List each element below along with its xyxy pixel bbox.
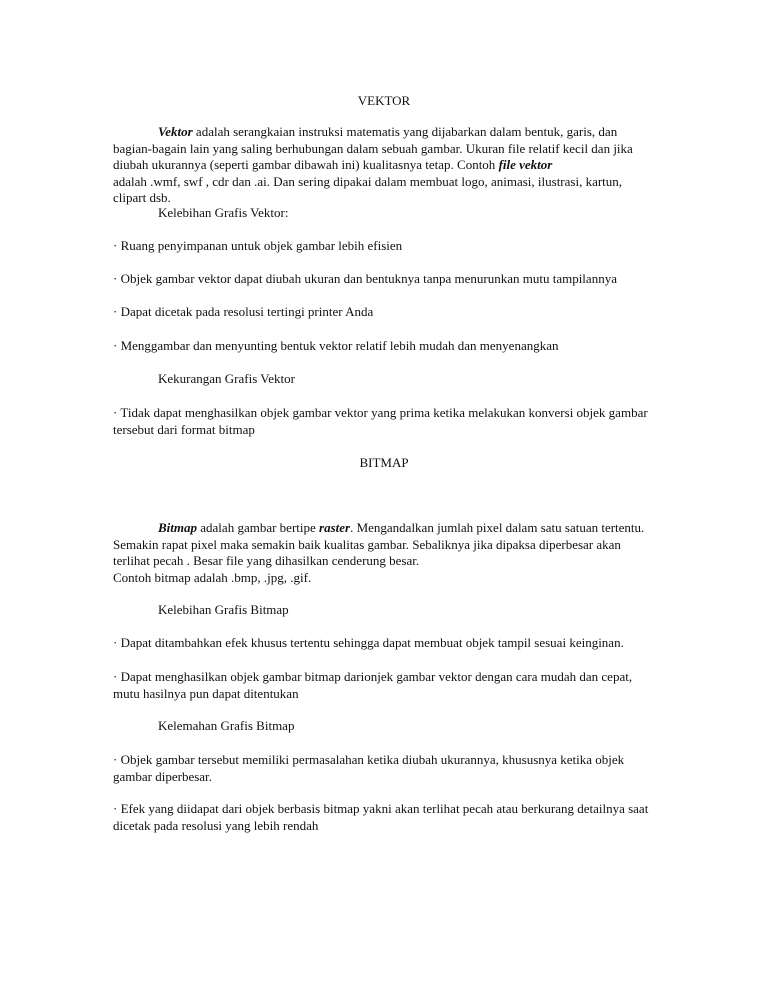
bitmap-intro — [113, 520, 658, 586]
bitmap-title: BITMAP — [359, 455, 409, 470]
raster-term: raster — [319, 520, 351, 535]
vektor-kekurangan-item: · Tidak dapat menghasilkan objek gambar vektor yang prima ketika melakukan konversi objek gambar tersebut dari format bitmap — [113, 405, 648, 437]
vektor-intro-text-2: adalah .wmf, swf , cdr dan .ai. Dan sering dipakai dalam membuat logo, animasi, ilustrasi, kartun, clipart dsb. — [113, 173, 623, 205]
bitmap-term: Bitmap — [158, 520, 198, 535]
vektor-title: VEKTOR — [357, 93, 411, 108]
bitmap-kelebihan-item: · Dapat menghasilkan objek gambar bitmap darionjek gambar vektor dengan cara mudah dan cepat, mutu hasilnya pun dapat ditentukan — [113, 669, 633, 701]
vektor-kelebihan-item: · Ruang penyimpanan untuk objek gambar lebih efisien — [113, 238, 403, 253]
vektor-kelebihan-item: · Objek gambar vektor dapat diubah ukuran dan bentuknya tanpa menurunkan mutu tampilannya — [113, 271, 617, 286]
file-vektor-term: file vektor — [498, 157, 553, 172]
bitmap-kelemahan-item: · Objek gambar tersebut memiliki permasalahan ketika diubah ukurannya, khususnya ketika objek gambar diperbesar. — [113, 752, 625, 784]
vektor-intro-text: adalah serangkaian instruksi matematis yang dijabarkan dalam bentuk, garis, dan bagian-bagain lain yang saling berhubungan dalam sebuah gambar. Ukuran file relatif kecil dan jika diubah ukurannya (seperti gambar dibawah ini) kualitasnya tetap. Contoh — [113, 124, 633, 172]
bitmap-intro-text-2: . Mengandalkan jumlah pixel dalam satu satuan tertentu. Semakin rapat pixel maka semakin baik kualitas gambar. Sebaliknya jika dipaksa diperbesar akan terlihat pecah . Besar file yang dihasilkan cenderung besar. — [113, 520, 645, 568]
bitmap-kelemahan-heading: Kelemahan Grafis Bitmap — [158, 718, 295, 733]
vektor-kelebihan-item: · Menggambar dan menyunting bentuk vektor relatif lebih mudah dan menyenangkan — [113, 338, 559, 353]
vektor-intro — [113, 124, 658, 207]
bitmap-kelemahan-item: · Efek yang diidapat dari objek berbasis bitmap yakni akan terlihat pecah atau berkurang detailnya saat dicetak pada resolusi yang lebih rendah — [113, 801, 649, 833]
vektor-term: Vektor — [158, 124, 193, 139]
bitmap-intro-text: adalah gambar bertipe — [197, 520, 320, 535]
bitmap-intro-text-3: Contoh bitmap adalah .bmp, .jpg, .gif. — [113, 569, 312, 585]
vektor-kekurangan-heading: Kekurangan Grafis Vektor — [158, 371, 295, 386]
vektor-kelebihan-item: · Dapat dicetak pada resolusi tertingi printer Anda — [113, 304, 374, 319]
bitmap-kelebihan-heading: Kelebihan Grafis Bitmap — [158, 602, 289, 617]
vektor-kelebihan-heading: Kelebihan Grafis Vektor: — [158, 205, 289, 220]
bitmap-kelebihan-item: · Dapat ditambahkan efek khusus tertentu sehingga dapat membuat objek tampil sesuai keinginan. — [113, 635, 624, 650]
